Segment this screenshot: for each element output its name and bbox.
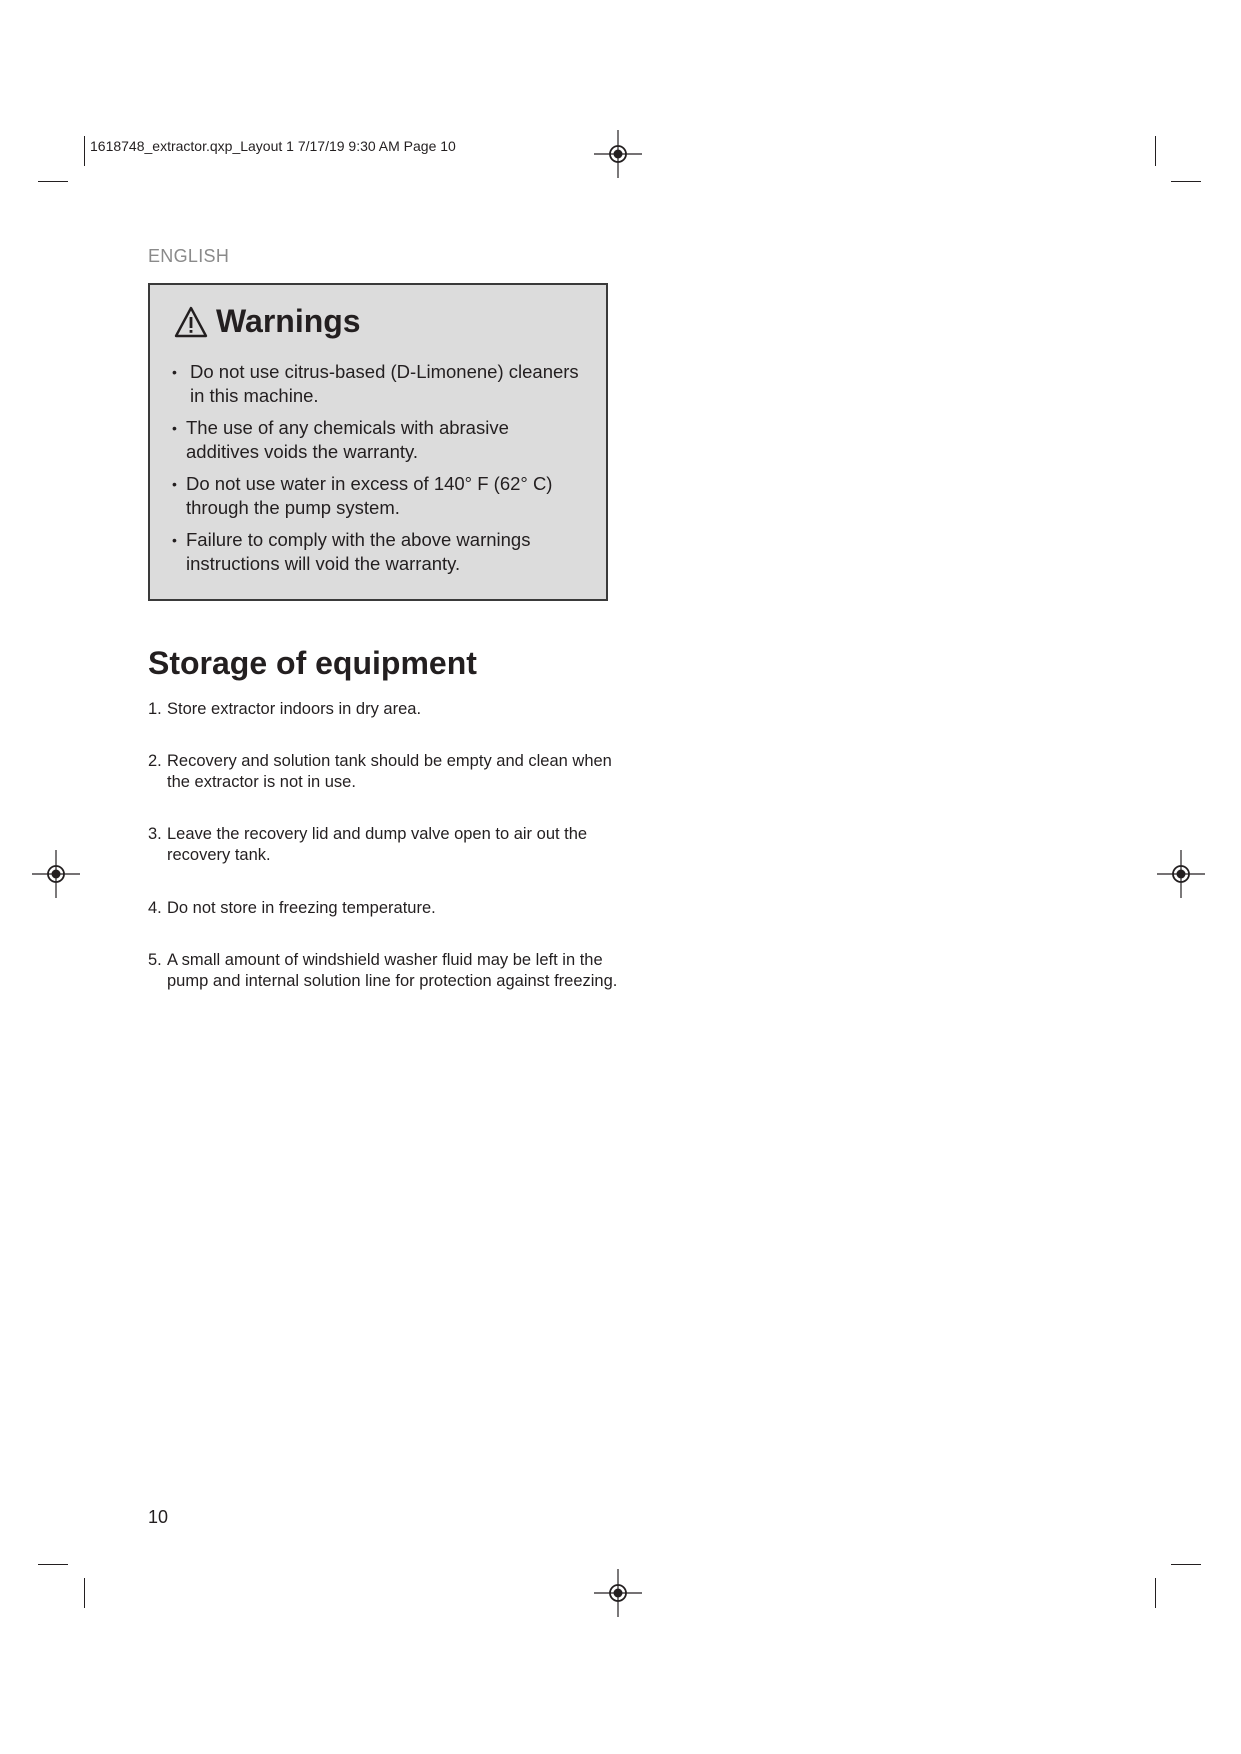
crop-mark [1171, 1564, 1201, 1565]
step-text: Leave the recovery lid and dump valve open to air out the recovery tank. [167, 825, 588, 864]
step-text: Recovery and solution tank should be empty and clean when the extractor is not in use. [167, 752, 612, 791]
step-text: Store extractor indoors in dry area. [167, 700, 422, 718]
crop-mark [84, 136, 85, 166]
crop-mark [1171, 181, 1201, 182]
page-number: 10 [148, 1507, 169, 1527]
step-number: 4. [148, 899, 162, 917]
registration-mark-icon [592, 128, 644, 180]
step-number: 3. [148, 825, 162, 843]
print-slug: 1618748_extractor.qxp_Layout 1 7/17/19 9:30 AM Page 10 [90, 138, 456, 154]
crop-mark [1155, 136, 1156, 166]
step-number: 1. [148, 700, 162, 718]
crop-mark [84, 1578, 85, 1608]
step-item [148, 950, 618, 992]
warning-item: • Failure to comply with the above warnings instructions will void the warranty. [172, 528, 582, 576]
crop-mark [38, 181, 68, 182]
warnings-heading [174, 303, 361, 340]
language-label: ENGLISH [148, 246, 230, 266]
step-item [148, 898, 618, 919]
registration-mark-icon [592, 1567, 644, 1619]
step-text: Do not store in freezing temperature. [167, 899, 436, 917]
warnings-list [172, 360, 582, 584]
warning-item: • Do not use citrus-based (D-Limonene) cleaners in this machine. [172, 360, 582, 408]
section-title: Storage of equipment [148, 645, 477, 681]
warning-triangle-icon [174, 306, 208, 338]
registration-mark-icon [30, 848, 82, 900]
crop-mark [38, 1564, 68, 1565]
step-text: A small amount of windshield washer fluid may be left in the pump and internal solution line for protection against freezing. [167, 951, 618, 990]
warnings-title: Warnings [216, 303, 361, 339]
step-item [148, 699, 618, 720]
step-number: 5. [148, 951, 162, 969]
warning-item: • Do not use water in excess of 140° F (62° C) through the pump system. [172, 472, 582, 520]
step-item [148, 751, 618, 793]
registration-mark-icon [1155, 848, 1207, 900]
step-number: 2. [148, 752, 162, 770]
warnings-box [148, 283, 608, 601]
step-item [148, 824, 618, 866]
crop-mark [1155, 1578, 1156, 1608]
warning-item: • The use of any chemicals with abrasive additives voids the warranty. [172, 416, 582, 464]
